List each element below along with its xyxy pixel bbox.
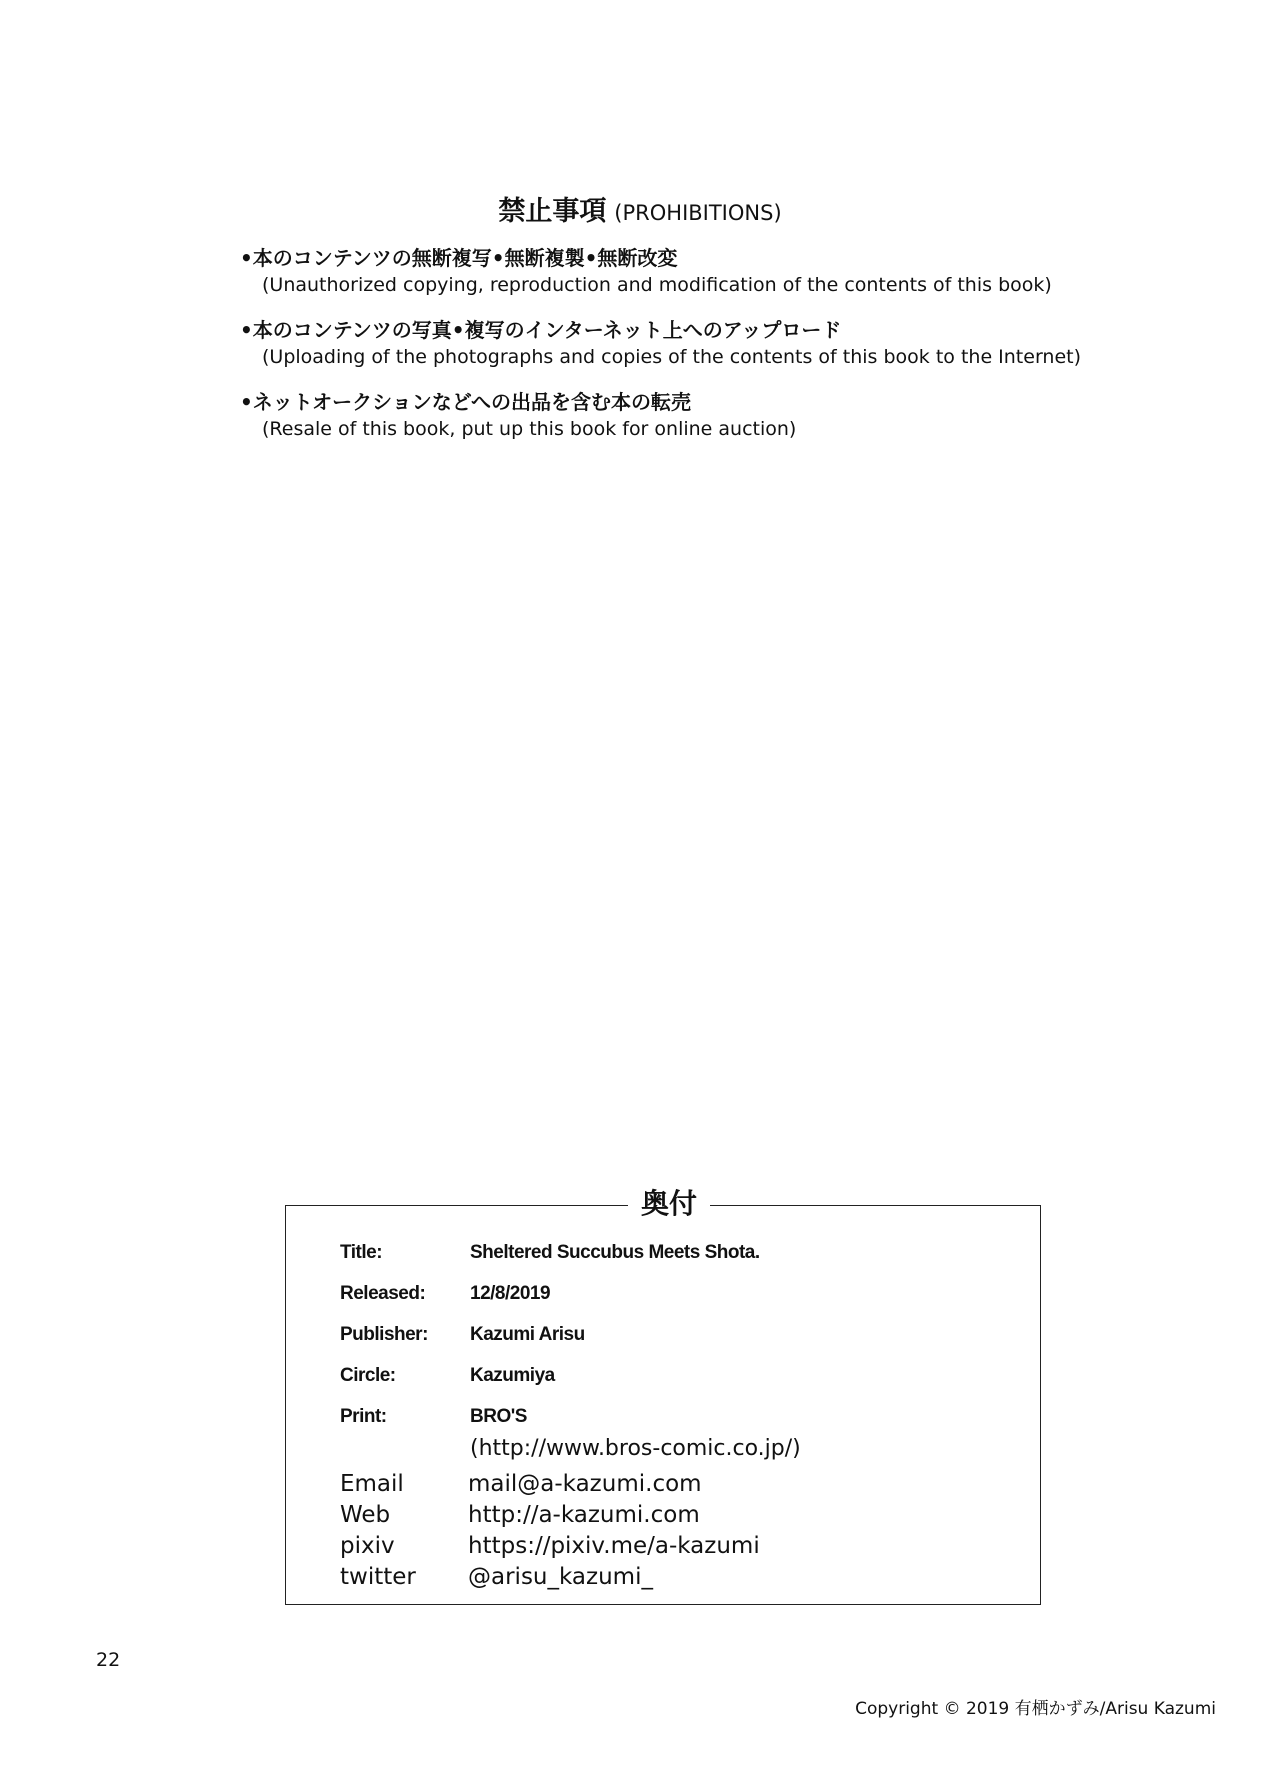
field-label: Circle: bbox=[340, 1365, 396, 1386]
prohibition-item bbox=[240, 244, 1220, 298]
field-value: 12/8/2019 bbox=[470, 1283, 551, 1304]
contact-label: Email bbox=[340, 1471, 404, 1497]
colophon-publisher-row bbox=[340, 1322, 585, 1348]
prohibition-item bbox=[240, 316, 1220, 370]
prohibitions-title-en: (PROHIBITIONS) bbox=[614, 201, 782, 225]
colophon-circle-row bbox=[340, 1363, 555, 1389]
colophon-title-row bbox=[340, 1240, 760, 1266]
field-value: Kazumiya bbox=[470, 1365, 555, 1386]
prohibition-jp: •本のコンテンツの無断複写•無断複製•無断改変 bbox=[240, 246, 678, 270]
contact-value: https://pixiv.me/a-kazumi bbox=[468, 1533, 760, 1559]
prohibition-list bbox=[240, 244, 1220, 460]
prohibition-jp: •ネットオークションなどへの出品を含む本の転売 bbox=[240, 390, 691, 414]
page-number: 22 bbox=[96, 1649, 121, 1671]
field-label: Title: bbox=[340, 1242, 383, 1263]
contact-value: @arisu_kazumi_ bbox=[468, 1564, 653, 1590]
prohibition-item bbox=[240, 388, 1220, 442]
field-value: Kazumi Arisu bbox=[470, 1324, 585, 1345]
prohibition-en: (Resale of this book, put up this book for online auction) bbox=[262, 418, 797, 440]
contact-label: pixiv bbox=[340, 1533, 395, 1559]
prohibitions-title-jp: 禁止事項 bbox=[498, 196, 607, 227]
contact-email-row bbox=[340, 1469, 702, 1499]
contact-value: http://a-kazumi.com bbox=[468, 1502, 700, 1528]
contact-label: Web bbox=[340, 1502, 391, 1528]
prohibition-en: (Unauthorized copying, reproduction and modification of the contents of this book) bbox=[262, 274, 1052, 296]
copyright-notice: Copyright © 2019 有栖かずみ/Arisu Kazumi bbox=[855, 1699, 1216, 1719]
prohibition-en: (Uploading of the photographs and copies of the contents of this book to the Internet) bbox=[262, 346, 1082, 368]
print-url: (http://www.bros-comic.co.jp/) bbox=[470, 1436, 801, 1461]
colophon-print-row bbox=[340, 1404, 527, 1430]
field-label: Released: bbox=[340, 1283, 426, 1304]
contact-pixiv-row bbox=[340, 1531, 760, 1561]
colophon-released-row bbox=[340, 1281, 550, 1307]
prohibition-jp: •本のコンテンツの写真•複写のインターネット上へのアップロード bbox=[240, 318, 842, 342]
field-label: Print: bbox=[340, 1406, 387, 1427]
contact-value: mail@a-kazumi.com bbox=[468, 1471, 702, 1497]
field-label: Publisher: bbox=[340, 1324, 428, 1345]
field-value: BRO'S bbox=[470, 1406, 527, 1427]
contact-label: twitter bbox=[340, 1564, 416, 1590]
contact-twitter-row bbox=[340, 1562, 653, 1592]
contact-web-row bbox=[340, 1500, 700, 1530]
colophon-title: 奥付 bbox=[628, 1186, 710, 1222]
prohibitions-title bbox=[0, 196, 1280, 229]
field-value: Sheltered Succubus Meets Shota. bbox=[470, 1242, 760, 1263]
